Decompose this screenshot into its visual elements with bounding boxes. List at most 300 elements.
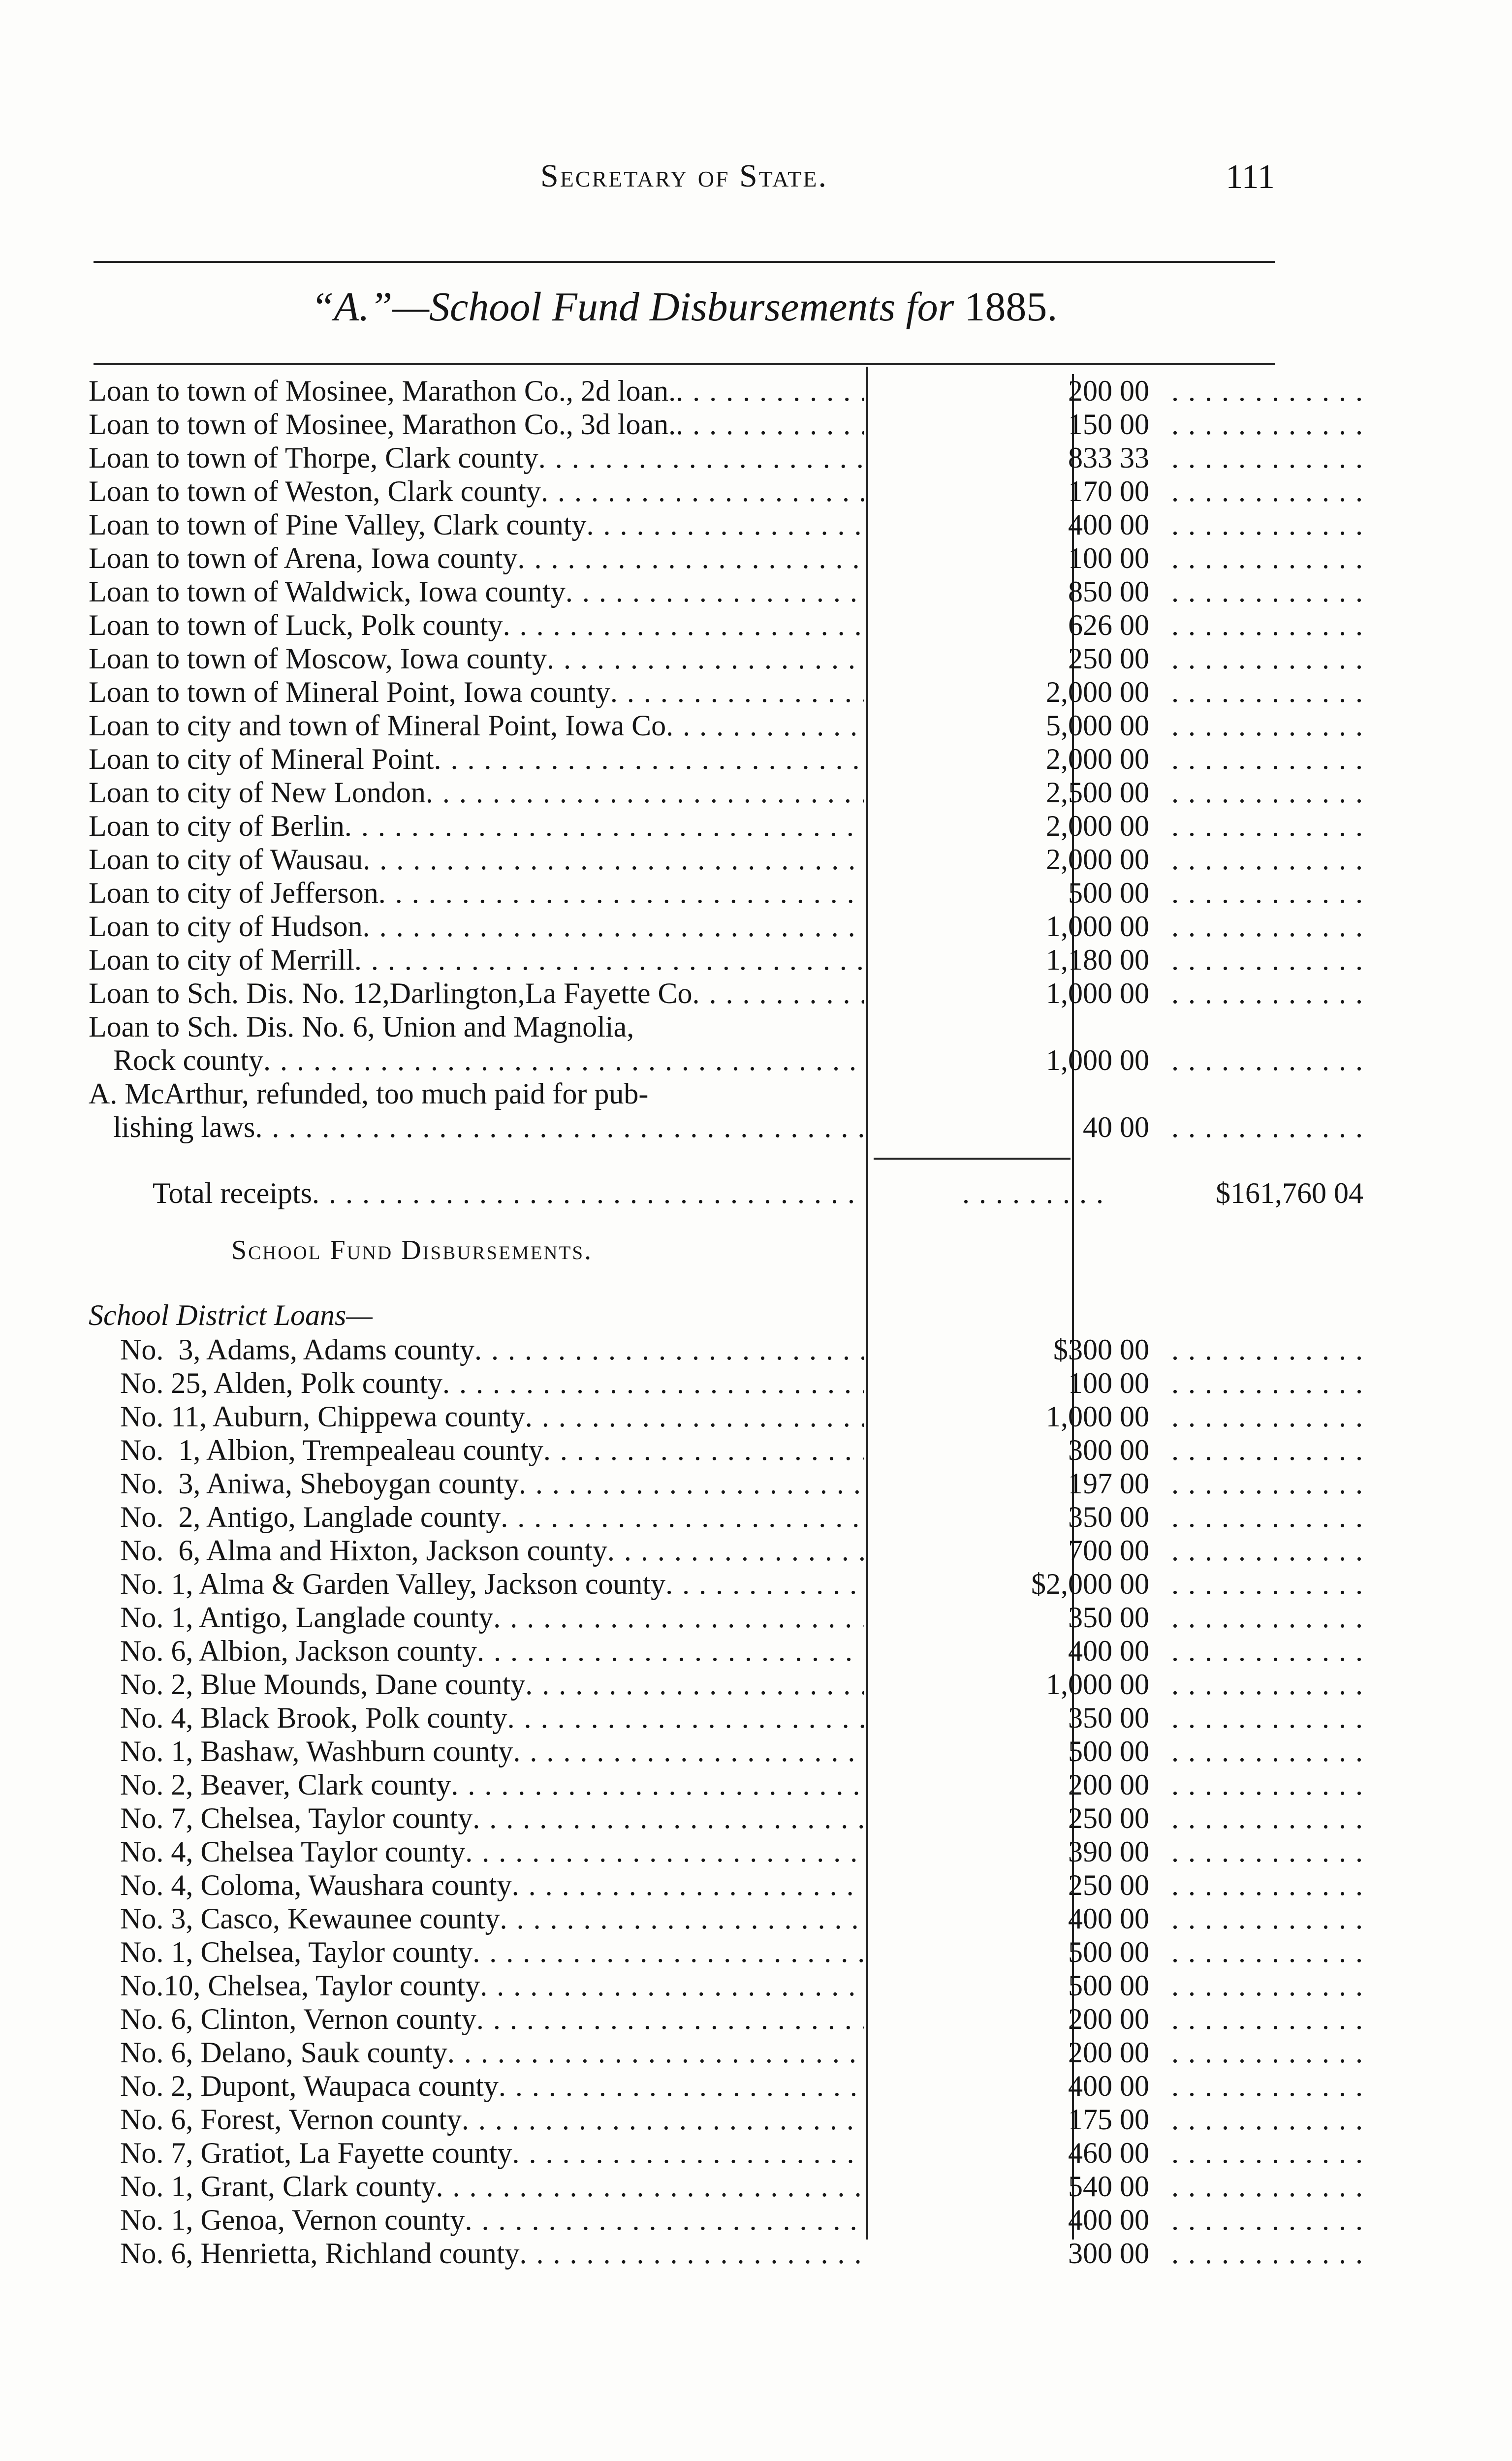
row-amount: 175 00 [1068, 2103, 1149, 2136]
row-description [89, 608, 864, 642]
row-description [120, 1400, 864, 1433]
dot-leader [442, 1366, 864, 1400]
row-description-text: No. 6, Henrietta, Richland county [120, 2237, 520, 2270]
table-row [89, 742, 1280, 776]
table-row [89, 1634, 1280, 1668]
row-description [89, 474, 864, 508]
row-description [120, 2002, 864, 2036]
row-amount: 150 00 [1068, 408, 1149, 441]
row-description-text: No. 1, Alma & Garden Valley, Jackson county [120, 1568, 666, 1600]
row-description-text: Loan to city of Hudson [89, 910, 363, 943]
table-row [89, 943, 1280, 977]
running-title: Secretary of State. [540, 158, 828, 194]
row-description [89, 843, 864, 876]
row-description [89, 541, 864, 575]
row-description-text: No. 6, Albion, Jackson county [120, 1635, 477, 1667]
row-description [120, 1567, 864, 1601]
dot-leader [363, 843, 864, 876]
row-leader-dots [1171, 675, 1363, 709]
row-description-text: No. 6, Alma and Hixton, Jackson county [120, 1534, 607, 1567]
row-description-text: No. 2, Beaver, Clark county [120, 1768, 451, 1801]
row-amount: 500 00 [1068, 1735, 1149, 1767]
row-amount: 460 00 [1068, 2137, 1149, 2169]
table-row [89, 1701, 1280, 1735]
row-amount: 400 00 [1068, 508, 1149, 541]
table-row [89, 608, 1280, 642]
row-leader-dots [1171, 1500, 1363, 1534]
row-leader-dots [1171, 1735, 1363, 1768]
row-description [120, 2103, 864, 2136]
table-row [89, 910, 1280, 943]
dot-leader [500, 1902, 864, 1935]
table-row [89, 876, 1280, 910]
dot-leader [587, 508, 864, 541]
dot-leader [474, 1333, 864, 1366]
dot-leader [451, 1768, 864, 1801]
dot-leader [434, 742, 864, 776]
row-description-text: No. 1, Antigo, Langlade county [120, 1601, 494, 1634]
table-row [89, 1534, 1280, 1567]
row-leader-dots [1171, 2002, 1363, 2036]
row-leader-dots [1171, 1969, 1363, 2002]
total-label [153, 1176, 864, 1210]
row-amount: 197 00 [1068, 1467, 1149, 1500]
row-amount: 850 00 [1068, 575, 1149, 608]
row-description-text: Loan to town of Moscow, Iowa county [89, 642, 547, 675]
row-description [89, 1010, 864, 1077]
running-head [94, 158, 1275, 202]
row-leader-dots [1171, 508, 1363, 541]
dot-leader [378, 876, 864, 910]
row-description-text: Loan to city of Merrill [89, 944, 354, 976]
table-row [89, 1500, 1280, 1534]
header-rule [94, 363, 1275, 365]
table-row [89, 1868, 1280, 1902]
row-description-text: Loan to town of Waldwick, Iowa county [89, 575, 566, 608]
row-description-text: No. 4, Black Brook, Polk county [120, 1702, 507, 1734]
row-description [89, 809, 864, 843]
row-description [89, 876, 864, 910]
row-description [89, 709, 864, 742]
dot-leader [507, 1701, 864, 1735]
row-description-text: Loan to city of Berlin [89, 810, 345, 842]
row-description-text: No. 7, Gratiot, La Fayette county [120, 2137, 512, 2169]
row-leader-dots [1171, 1333, 1363, 1366]
row-description [89, 1077, 864, 1144]
dot-leader [501, 1500, 864, 1534]
table-row [89, 1333, 1280, 1366]
table-title-text: “A.”—School Fund Disbursements [311, 284, 906, 330]
dot-leader [255, 1110, 864, 1144]
row-description [120, 1902, 864, 1935]
dot-leader [472, 1801, 864, 1835]
row-description [120, 1768, 864, 1801]
row-description-text: Loan to city of Jefferson [89, 877, 378, 909]
dot-leader [525, 1668, 864, 1701]
row-amount: 400 00 [1068, 1635, 1149, 1667]
row-description-text: No. 11, Auburn, Chippewa county [120, 1400, 525, 1433]
row-leader-dots [1171, 1768, 1363, 1801]
table-row [89, 675, 1280, 709]
row-amount: 540 00 [1068, 2170, 1149, 2203]
row-description [120, 1969, 864, 2002]
dot-leader [354, 943, 864, 977]
row-leader-dots [1171, 1634, 1363, 1668]
row-amount: 250 00 [1068, 1869, 1149, 1901]
sub-heading: School District Loans— [89, 1299, 373, 1331]
row-description [120, 2170, 864, 2203]
row-leader-dots [1171, 642, 1363, 675]
row-amount: 2,000 00 [1046, 843, 1149, 876]
row-description-text: No. 25, Alden, Polk county [120, 1367, 442, 1399]
dot-leader [493, 1601, 864, 1634]
row-description-text: No. 2, Dupont, Waupaca county [120, 2070, 499, 2102]
row-leader-dots [1171, 2203, 1363, 2237]
row-leader-dots [1171, 843, 1363, 876]
dot-leader [513, 1735, 864, 1768]
row-description [89, 977, 864, 1010]
table-row [89, 843, 1280, 876]
row-description [120, 1333, 864, 1366]
row-description [89, 508, 864, 541]
row-leader-dots [1171, 408, 1363, 441]
table-row [89, 1567, 1280, 1601]
row-amount: 170 00 [1068, 475, 1149, 507]
row-description-text: No. 2, Antigo, Langlade county [120, 1501, 501, 1533]
row-description [120, 1634, 864, 1668]
row-description-text: No. 6, Delano, Sauk county [120, 2036, 447, 2069]
row-description-text: No. 1, Grant, Clark county [120, 2170, 436, 2203]
row-description-text: No. 1, Genoa, Vernon county [120, 2204, 465, 2236]
row-amount: 400 00 [1068, 2204, 1149, 2236]
row-description [120, 1868, 864, 1902]
row-amount: 300 00 [1068, 1434, 1149, 1466]
row-leader-dots [1171, 1467, 1363, 1500]
row-description [89, 910, 864, 943]
row-leader-dots [1171, 2237, 1363, 2270]
row-amount: 200 00 [1068, 1768, 1149, 1801]
row-leader-dots [1171, 977, 1363, 1010]
row-leader-dots [1171, 1567, 1363, 1601]
row-description-text: No. 4, Chelsea Taylor county [120, 1835, 466, 1868]
row-description [120, 2136, 864, 2170]
row-description [89, 776, 864, 809]
row-amount: 200 00 [1068, 2036, 1149, 2069]
table-row [89, 1467, 1280, 1500]
table-title-for: for [906, 284, 954, 330]
dot-leader [610, 675, 864, 709]
row-description-text: Loan to city of Wausau [89, 843, 363, 876]
row-description [120, 1701, 864, 1735]
table-row [89, 1668, 1280, 1701]
top-rule [94, 261, 1275, 263]
dot-leader [692, 977, 864, 1010]
table-row [89, 1935, 1280, 1969]
table-row-multiline [89, 1010, 1280, 1077]
dot-leader [462, 2103, 864, 2136]
row-amount: 700 00 [1068, 1534, 1149, 1567]
row-leader-dots [1171, 2036, 1363, 2069]
table-row [89, 2002, 1280, 2036]
row-leader-dots [1171, 809, 1363, 843]
row-description-text: Loan to town of Arena, Iowa county [89, 542, 518, 574]
row-leader-dots [1171, 1668, 1363, 1701]
row-leader-dots [1171, 2103, 1363, 2136]
dot-leader [538, 441, 864, 474]
table-row [89, 508, 1280, 541]
table-row [89, 1835, 1280, 1868]
dot-leader [547, 642, 864, 675]
row-leader-dots [1171, 1835, 1363, 1868]
row-leader-dots [1171, 1043, 1363, 1077]
dot-leader [676, 408, 864, 441]
row-amount: 2,000 00 [1046, 676, 1149, 708]
dot-leader [512, 2136, 864, 2170]
row-description-text: No.10, Chelsea, Taylor county [120, 1969, 480, 2002]
row-amount: 200 00 [1068, 2003, 1149, 2035]
dot-leader [541, 474, 864, 508]
sum-rule [874, 1158, 1071, 1160]
row-description-text: Loan to town of Mosinee, Marathon Co., 2d loan. [89, 375, 676, 407]
total-amount: $161,760 04 [1216, 1177, 1363, 1209]
row-leader-dots [1171, 742, 1363, 776]
row-amount: 833 33 [1068, 442, 1149, 474]
table-row [89, 1768, 1280, 1801]
row-leader-dots [1171, 2069, 1363, 2103]
row-description-text: Loan to city of New London [89, 776, 426, 809]
row-description-line2: lishing laws [113, 1111, 255, 1143]
total-col2-dots: . . . . . . . . . [962, 1177, 1104, 1209]
section-heading: School Fund Disbursements. [231, 1235, 593, 1265]
row-amount: 626 00 [1068, 609, 1149, 641]
row-leader-dots [1171, 575, 1363, 608]
row-amount: 1,000 00 [1046, 1400, 1149, 1433]
table-row [89, 1969, 1280, 2002]
dot-leader [480, 1969, 864, 2002]
row-leader-dots [1171, 1701, 1363, 1735]
row-description [89, 642, 864, 675]
row-description [89, 675, 864, 709]
row-description-line1: Loan to Sch. Dis. No. 6, Union and Magnolia, [89, 1010, 634, 1043]
row-amount: 2,000 00 [1046, 810, 1149, 842]
table-row [89, 2069, 1280, 2103]
row-description [120, 1601, 864, 1634]
row-description [120, 1801, 864, 1835]
row-description [89, 742, 864, 776]
row-description-line2: Rock county [113, 1044, 263, 1076]
row-description-text: No. 3, Casco, Kewaunee county [120, 1902, 500, 1935]
dot-leader [665, 1567, 864, 1601]
row-amount: 500 00 [1068, 1936, 1149, 1968]
dot-leader [363, 910, 864, 943]
table-row [89, 776, 1280, 809]
table-row [89, 541, 1280, 575]
row-description-text: Loan to town of Weston, Clark county [89, 475, 541, 507]
row-description-text: No. 6, Clinton, Vernon county [120, 2003, 476, 2035]
row-leader-dots [1171, 776, 1363, 809]
dot-leader [519, 1467, 864, 1500]
row-leader-dots [1171, 441, 1363, 474]
row-description [89, 575, 864, 608]
row-amount: 1,000 00 [1046, 910, 1149, 943]
row-leader-dots [1171, 1801, 1363, 1835]
row-leader-dots [1171, 1868, 1363, 1902]
table-row [89, 408, 1280, 441]
table-row [89, 1601, 1280, 1634]
row-leader-dots [1171, 1110, 1363, 1144]
row-description [120, 1366, 864, 1400]
row-leader-dots [1171, 608, 1363, 642]
table-row [89, 575, 1280, 608]
table-row [89, 809, 1280, 843]
dot-leader [525, 1400, 864, 1433]
row-leader-dots [1171, 1534, 1363, 1567]
row-description-text: Loan to Sch. Dis. No. 12,Darlington,La Fayette Co [89, 977, 693, 1010]
dot-leader [312, 1176, 864, 1210]
row-amount: 250 00 [1068, 1802, 1149, 1834]
dot-leader [447, 2036, 864, 2069]
table-title-year: 1885. [964, 284, 1058, 330]
dot-leader [543, 1433, 864, 1467]
table-row [89, 1801, 1280, 1835]
row-description [120, 1935, 864, 1969]
row-leader-dots [1171, 910, 1363, 943]
row-leader-dots [1171, 1902, 1363, 1935]
row-description-text: No. 3, Aniwa, Sheboygan county [120, 1467, 519, 1500]
row-description [120, 2237, 864, 2270]
row-leader-dots [1171, 374, 1363, 408]
dot-leader [465, 1835, 864, 1868]
row-leader-dots [1171, 2170, 1363, 2203]
dot-leader [263, 1043, 864, 1077]
row-leader-dots [1171, 1366, 1363, 1400]
row-amount: $2,000 00 [1031, 1568, 1149, 1600]
table-row [89, 1735, 1280, 1768]
row-description-text: Loan to town of Luck, Polk county [89, 609, 503, 641]
row-amount: 200 00 [1068, 375, 1149, 407]
dot-leader [666, 709, 864, 742]
total-label-text: Total receipts [153, 1177, 312, 1209]
row-amount: 100 00 [1068, 542, 1149, 574]
row-amount: 250 00 [1068, 642, 1149, 675]
row-amount: 400 00 [1068, 2070, 1149, 2102]
row-amount: 1,180 00 [1046, 944, 1149, 976]
dot-leader [607, 1534, 864, 1567]
dot-leader [503, 608, 864, 642]
table-row [89, 642, 1280, 675]
row-description [120, 2069, 864, 2103]
row-description [89, 374, 864, 408]
row-description [89, 441, 864, 474]
row-amount: 500 00 [1068, 877, 1149, 909]
table-row [89, 1902, 1280, 1935]
page-number: 111 [1226, 158, 1275, 196]
row-amount: 2,000 00 [1046, 743, 1149, 775]
row-description [120, 1735, 864, 1768]
table-row [89, 2036, 1280, 2069]
row-leader-dots [1171, 474, 1363, 508]
table-row [89, 2170, 1280, 2203]
row-description-text: No. 1, Bashaw, Washburn county [120, 1735, 513, 1767]
row-description-line1: A. McArthur, refunded, too much paid for pub- [89, 1077, 649, 1110]
row-description [120, 2203, 864, 2237]
table-row [89, 1366, 1280, 1400]
row-description-text: No. 3, Adams, Adams county [120, 1333, 474, 1366]
dot-leader [477, 1634, 864, 1668]
table-row [89, 2103, 1280, 2136]
dot-leader [519, 2237, 864, 2270]
row-description [120, 1534, 864, 1567]
table-row [89, 374, 1280, 408]
row-amount: 1,000 00 [1046, 1668, 1149, 1701]
table-row-multiline [89, 1077, 1280, 1144]
table-title [94, 283, 1275, 331]
dot-leader [472, 1935, 864, 1969]
row-amount: 400 00 [1068, 1902, 1149, 1935]
dot-leader [676, 374, 864, 408]
dot-leader [517, 541, 864, 575]
row-description-text: Loan to city of Mineral Point [89, 743, 434, 775]
dot-leader [566, 575, 864, 608]
dot-leader [512, 1868, 864, 1902]
table-row [89, 2237, 1280, 2270]
row-leader-dots [1171, 1935, 1363, 1969]
table-row [89, 474, 1280, 508]
row-leader-dots [1171, 2136, 1363, 2170]
table-row [89, 1433, 1280, 1467]
row-leader-dots [1171, 1433, 1363, 1467]
table-row [89, 2203, 1280, 2237]
dot-leader [345, 809, 864, 843]
table-row [89, 709, 1280, 742]
row-description [120, 1500, 864, 1534]
row-description-text: No. 1, Chelsea, Taylor county [120, 1936, 473, 1968]
row-description [120, 1668, 864, 1701]
row-description-text: Loan to town of Mineral Point, Iowa county [89, 676, 610, 708]
dot-leader [465, 2203, 864, 2237]
table-row [89, 977, 1280, 1010]
row-description [120, 1467, 864, 1500]
row-amount: 350 00 [1068, 1702, 1149, 1734]
row-leader-dots [1171, 1601, 1363, 1634]
row-description-text: Loan to city and town of Mineral Point, Iowa Co [89, 709, 666, 742]
row-leader-dots [1171, 876, 1363, 910]
row-description-text: Loan to town of Pine Valley, Clark county [89, 508, 587, 541]
row-description [89, 408, 864, 441]
row-description-text: No. 7, Chelsea, Taylor county [120, 1802, 473, 1834]
row-amount: 2,500 00 [1046, 776, 1149, 809]
row-description [89, 943, 864, 977]
row-description-text: No. 6, Forest, Vernon county [120, 2103, 462, 2136]
dot-leader [499, 2069, 864, 2103]
row-amount: 390 00 [1068, 1835, 1149, 1868]
row-amount: 350 00 [1068, 1501, 1149, 1533]
dot-leader [426, 776, 864, 809]
row-description [120, 1835, 864, 1868]
row-amount: $300 00 [1053, 1333, 1149, 1366]
table-row [89, 1400, 1280, 1433]
row-description-text: No. 2, Blue Mounds, Dane county [120, 1668, 526, 1701]
row-amount: 5,000 00 [1046, 709, 1149, 742]
row-description-text: Loan to town of Mosinee, Marathon Co., 3d loan. [89, 408, 676, 441]
row-description-text: Loan to town of Thorpe, Clark county [89, 442, 538, 474]
row-amount: 1,000 00 [1046, 977, 1149, 1010]
row-amount: 1,000 00 [1046, 1044, 1149, 1076]
table-row [89, 2136, 1280, 2170]
row-amount: 300 00 [1068, 2237, 1149, 2270]
row-description [120, 1433, 864, 1467]
total-row [89, 1176, 1363, 1210]
